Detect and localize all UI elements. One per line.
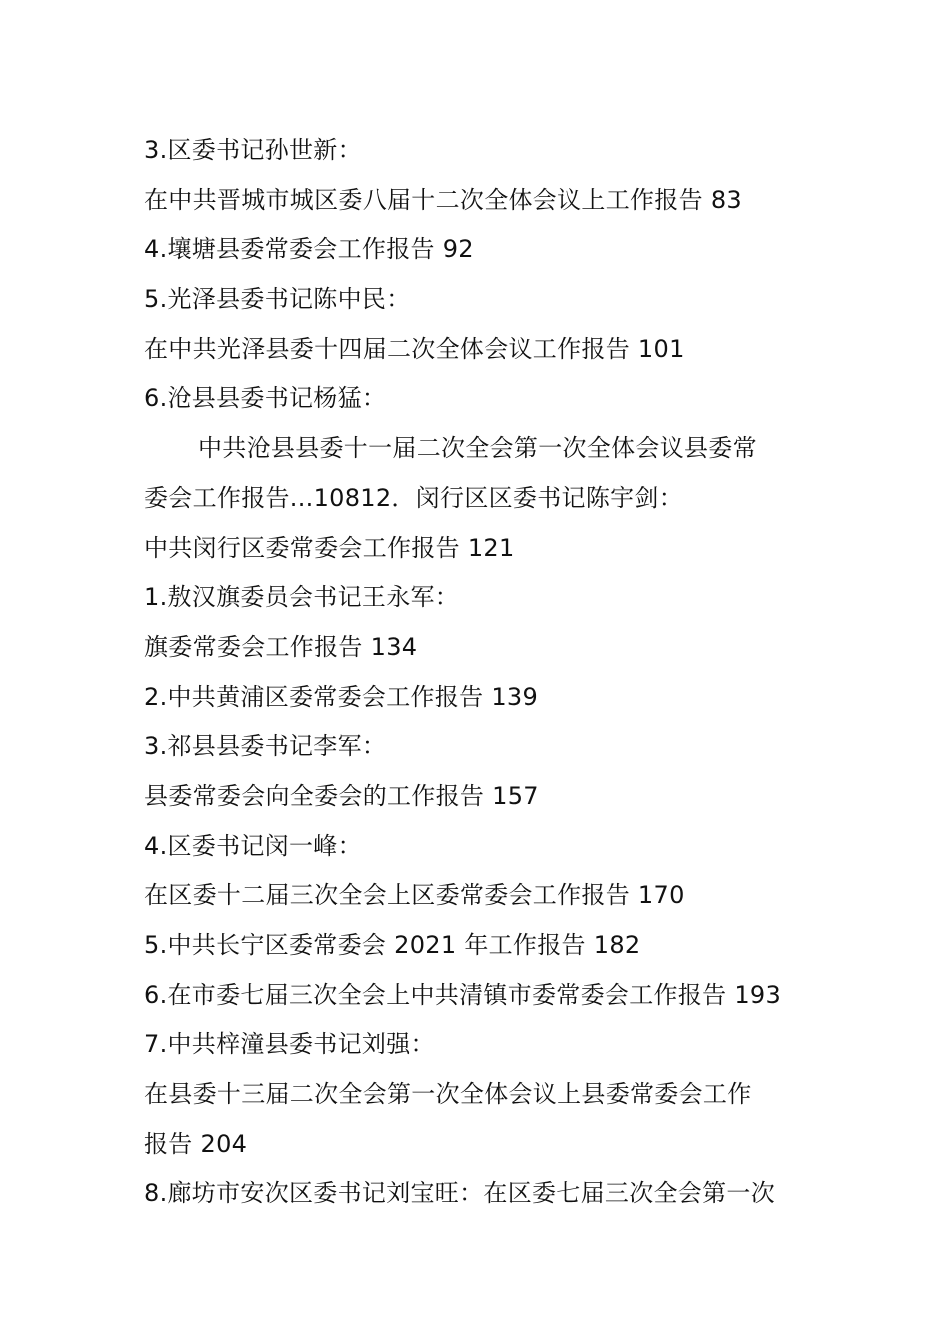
toc-entry: 县委常委会向全委会的工作报告 157	[144, 781, 539, 810]
toc-entry: 中共闵行区委常委会工作报告 121	[144, 533, 515, 562]
toc-entry: 报告 204	[144, 1129, 248, 1158]
toc-entry: 在中共光泽县委十四届二次全体会议工作报告 101	[144, 334, 685, 363]
toc-entry: 在中共晋城市城区委八届十二次全体会议上工作报告 83	[144, 185, 742, 214]
toc-entry: 7.中共梓潼县委书记刘强：	[144, 1030, 435, 1059]
toc-entry: 4.壤塘县委常委会工作报告 92	[144, 235, 474, 264]
toc-entry: 6.沧县县委书记杨猛：	[144, 384, 387, 413]
toc-entry: 3.祁县县委书记李军：	[144, 732, 387, 761]
toc-entry: 3.区委书记孙世新：	[144, 136, 362, 164]
toc-entry: 6.在市委七届三次全会上中共清镇市委常委会工作报告 193	[144, 980, 782, 1009]
toc-entry: 5.光泽县委书记陈中民：	[144, 285, 411, 314]
toc-entry: 在区委十二届三次全会上区委常委会工作报告 170	[144, 881, 685, 910]
toc-entry: 旗委常委会工作报告 134	[144, 632, 418, 661]
table-of-contents	[144, 126, 824, 1219]
toc-entry: 5.中共长宁区委常委会 2021 年工作报告 182	[144, 931, 641, 959]
toc-entry: 4.区委书记闵一峰：	[144, 831, 362, 860]
toc-entry: 中共沧县县委十一届二次全会第一次全体会议县委常	[198, 434, 757, 463]
toc-entry: 在县委十三届二次全会第一次全体会议上县委常委会工作	[144, 1080, 752, 1109]
toc-entry: 委会工作报告...10812．闵行区区委书记陈宇剑：	[144, 483, 684, 512]
toc-entry: 1.敖汉旗委员会书记王永军：	[144, 583, 460, 612]
toc-entry: 8.廊坊市安次区委书记刘宝旺：在区委七届三次全会第一次	[144, 1179, 775, 1208]
toc-entry: 2.中共黄浦区委常委会工作报告 139	[144, 682, 539, 711]
